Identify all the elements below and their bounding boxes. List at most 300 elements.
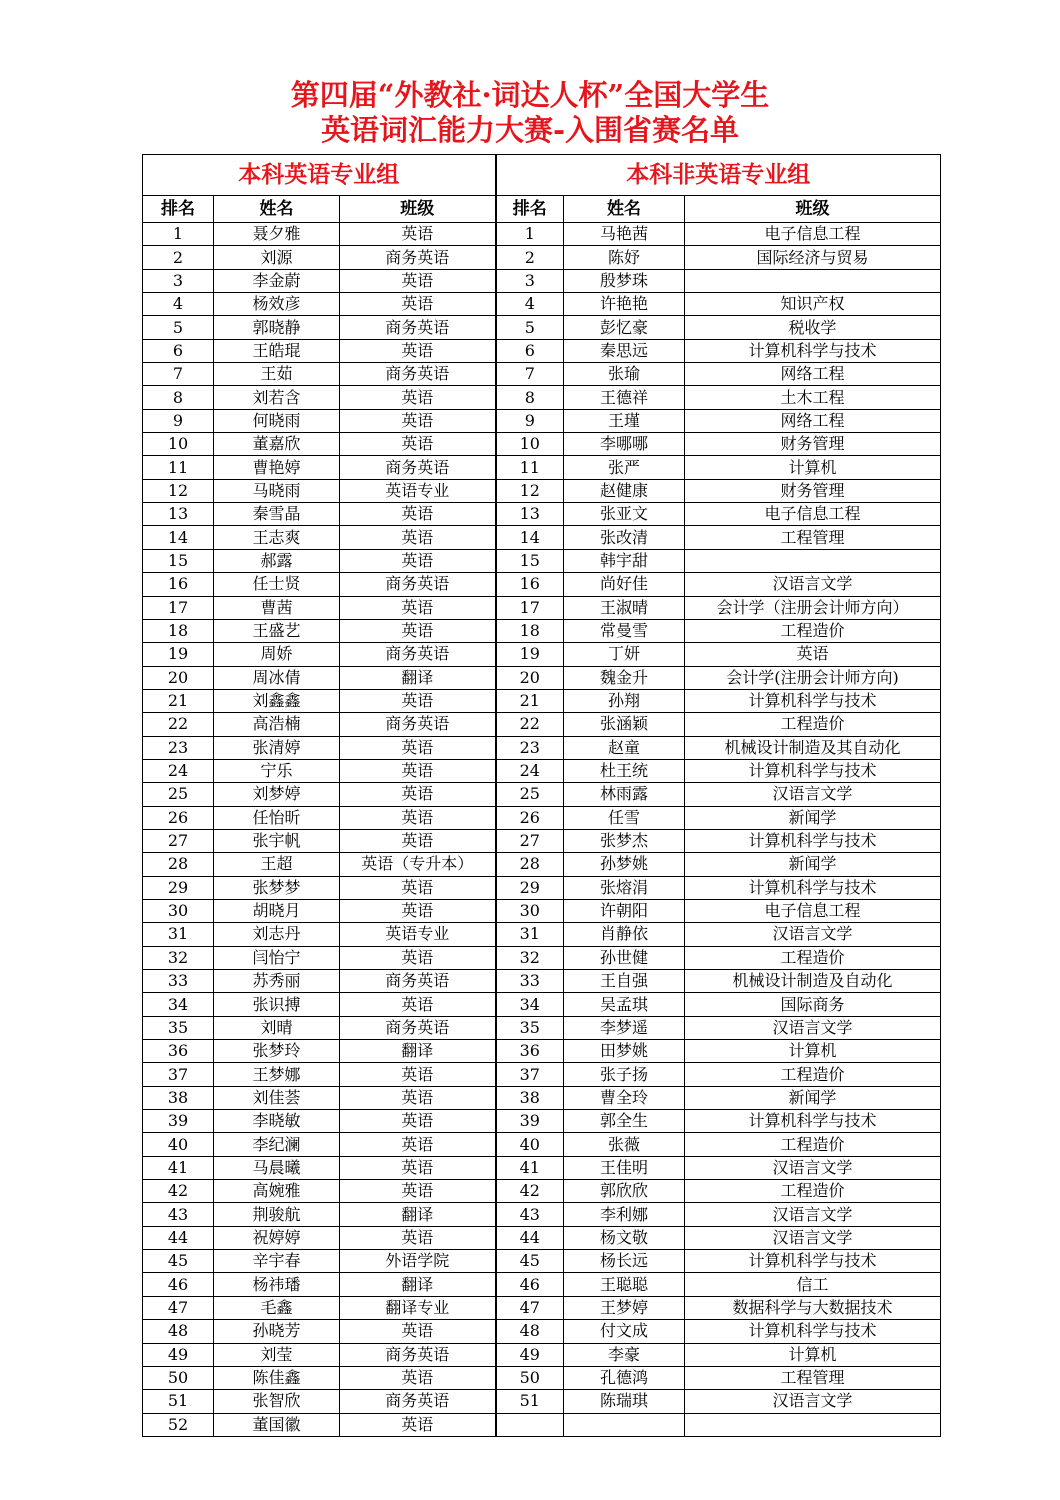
left-class-cell: 英语 xyxy=(340,736,496,759)
right-name-cell: 张涵颖 xyxy=(564,713,685,736)
left-rank-cell: 6 xyxy=(143,339,214,362)
right-rank-cell: 36 xyxy=(496,1040,564,1063)
table-row xyxy=(143,1016,941,1039)
right-class-cell: 新闻学 xyxy=(685,806,941,829)
left-rank-cell: 1 xyxy=(143,223,214,246)
left-class-cell: 英语 xyxy=(340,619,496,642)
table-row xyxy=(143,223,941,246)
right-class-cell: 汉语言文学 xyxy=(685,783,941,806)
left-rank-cell: 19 xyxy=(143,643,214,666)
table-row xyxy=(143,386,941,409)
left-class-cell: 商务英语 xyxy=(340,456,496,479)
left-rank-cell: 12 xyxy=(143,479,214,502)
right-rank-cell: 25 xyxy=(496,783,564,806)
left-class-cell: 商务英语 xyxy=(340,363,496,386)
left-name-cell: 刘鑫鑫 xyxy=(214,689,340,712)
table-row xyxy=(143,503,941,526)
left-name-cell: 张梦玲 xyxy=(214,1040,340,1063)
table-row xyxy=(143,1273,941,1296)
right-rank-cell: 48 xyxy=(496,1320,564,1343)
right-class-cell: 工程造价 xyxy=(685,619,941,642)
right-name-cell: 孙梦姚 xyxy=(564,853,685,876)
right-rank-cell: 17 xyxy=(496,596,564,619)
left-name-cell: 郝露 xyxy=(214,549,340,572)
table-row xyxy=(143,1390,941,1413)
left-name-cell: 李纪澜 xyxy=(214,1133,340,1156)
table-row xyxy=(143,246,941,269)
left-name-cell: 刘佳荟 xyxy=(214,1086,340,1109)
left-class-cell: 商务英语 xyxy=(340,246,496,269)
left-name-cell: 杨效彦 xyxy=(214,293,340,316)
right-name-cell: 杜王统 xyxy=(564,759,685,782)
right-name-cell: 张改清 xyxy=(564,526,685,549)
left-rank-cell: 37 xyxy=(143,1063,214,1086)
right-class-cell: 计算机科学与技术 xyxy=(685,689,941,712)
left-name-cell: 马晓雨 xyxy=(214,479,340,502)
right-name-cell: 张瑜 xyxy=(564,363,685,386)
left-class-cell: 英语 xyxy=(340,1320,496,1343)
right-class-cell: 工程造价 xyxy=(685,946,941,969)
right-rank-cell: 21 xyxy=(496,689,564,712)
table-row xyxy=(143,339,941,362)
right-name-cell: 张梦杰 xyxy=(564,829,685,852)
right-name-cell: 孙翔 xyxy=(564,689,685,712)
left-name-cell: 刘晴 xyxy=(214,1016,340,1039)
group-english-major: 本科英语专业组 xyxy=(143,155,496,196)
left-name-cell: 张清婷 xyxy=(214,736,340,759)
right-class-cell: 国际经济与贸易 xyxy=(685,246,941,269)
table-row xyxy=(143,643,941,666)
table-row xyxy=(143,409,941,432)
right-class-cell: 电子信息工程 xyxy=(685,899,941,922)
left-rank-cell: 8 xyxy=(143,386,214,409)
header-name: 姓名 xyxy=(214,196,340,223)
right-class-cell: 会计学(注册会计师方向) xyxy=(685,666,941,689)
right-name-cell: 马艳茜 xyxy=(564,223,685,246)
right-class-cell: 税收学 xyxy=(685,316,941,339)
right-name-cell: 李利娜 xyxy=(564,1203,685,1226)
right-name-cell: 张熔涓 xyxy=(564,876,685,899)
right-rank-cell: 40 xyxy=(496,1133,564,1156)
left-class-cell: 英语 xyxy=(340,829,496,852)
right-rank-cell: 42 xyxy=(496,1180,564,1203)
left-rank-cell: 17 xyxy=(143,596,214,619)
right-class-cell xyxy=(685,1413,941,1436)
left-class-cell: 英语 xyxy=(340,1180,496,1203)
table-row xyxy=(143,1296,941,1319)
left-class-cell: 英语 xyxy=(340,1110,496,1133)
left-class-cell: 英语 xyxy=(340,269,496,292)
left-name-cell: 祝婷婷 xyxy=(214,1226,340,1249)
right-rank-cell: 7 xyxy=(496,363,564,386)
left-rank-cell: 18 xyxy=(143,619,214,642)
left-name-cell: 李晓敏 xyxy=(214,1110,340,1133)
table-row xyxy=(143,970,941,993)
left-rank-cell: 49 xyxy=(143,1343,214,1366)
right-rank-cell: 14 xyxy=(496,526,564,549)
table-row xyxy=(143,456,941,479)
table-row xyxy=(143,759,941,782)
title-line-2: 英语词汇能力大赛-入围省赛名单 xyxy=(320,113,740,147)
left-name-cell: 陈佳鑫 xyxy=(214,1366,340,1389)
right-class-cell: 国际商务 xyxy=(685,993,941,1016)
right-rank-cell: 18 xyxy=(496,619,564,642)
table-row xyxy=(143,269,941,292)
table-row xyxy=(143,1040,941,1063)
left-name-cell: 张梦梦 xyxy=(214,876,340,899)
left-rank-cell: 7 xyxy=(143,363,214,386)
right-class-cell: 工程造价 xyxy=(685,713,941,736)
right-name-cell: 殷梦珠 xyxy=(564,269,685,292)
right-class-cell: 计算机科学与技术 xyxy=(685,759,941,782)
right-name-cell: 田梦姚 xyxy=(564,1040,685,1063)
left-rank-cell: 33 xyxy=(143,970,214,993)
left-rank-cell: 27 xyxy=(143,829,214,852)
table-row xyxy=(143,1133,941,1156)
left-name-cell: 聂夕雅 xyxy=(214,223,340,246)
table-row xyxy=(143,549,941,572)
left-name-cell: 王超 xyxy=(214,853,340,876)
right-class-cell: 工程造价 xyxy=(685,1180,941,1203)
right-name-cell: 林雨露 xyxy=(564,783,685,806)
right-rank-cell: 35 xyxy=(496,1016,564,1039)
right-name-cell: 赵童 xyxy=(564,736,685,759)
left-name-cell: 刘梦婷 xyxy=(214,783,340,806)
left-class-cell: 英语 xyxy=(340,223,496,246)
right-rank-cell: 46 xyxy=(496,1273,564,1296)
left-rank-cell: 13 xyxy=(143,503,214,526)
right-name-cell: 张严 xyxy=(564,456,685,479)
right-rank-cell xyxy=(496,1413,564,1436)
left-name-cell: 曹艳婷 xyxy=(214,456,340,479)
left-name-cell: 高婉雅 xyxy=(214,1180,340,1203)
right-name-cell: 郭欣欣 xyxy=(564,1180,685,1203)
left-rank-cell: 47 xyxy=(143,1296,214,1319)
right-rank-cell: 4 xyxy=(496,293,564,316)
right-class-cell: 工程管理 xyxy=(685,1366,941,1389)
right-class-cell: 电子信息工程 xyxy=(685,223,941,246)
right-name-cell: 王淑晴 xyxy=(564,596,685,619)
table-row xyxy=(143,363,941,386)
table-row xyxy=(143,993,941,1016)
table-row xyxy=(143,596,941,619)
left-rank-cell: 48 xyxy=(143,1320,214,1343)
right-rank-cell: 1 xyxy=(496,223,564,246)
right-rank-cell: 19 xyxy=(496,643,564,666)
left-name-cell: 周冰倩 xyxy=(214,666,340,689)
right-name-cell: 魏金升 xyxy=(564,666,685,689)
right-rank-cell: 47 xyxy=(496,1296,564,1319)
right-name-cell: 陈瑞琪 xyxy=(564,1390,685,1413)
right-name-cell: 丁妍 xyxy=(564,643,685,666)
left-rank-cell: 35 xyxy=(143,1016,214,1039)
header-class: 班级 xyxy=(340,196,496,223)
left-rank-cell: 3 xyxy=(143,269,214,292)
right-name-cell: 王梦婷 xyxy=(564,1296,685,1319)
right-rank-cell: 33 xyxy=(496,970,564,993)
table-row xyxy=(143,1250,941,1273)
table-row xyxy=(143,316,941,339)
left-rank-cell: 29 xyxy=(143,876,214,899)
left-class-cell: 英语 xyxy=(340,876,496,899)
left-name-cell: 胡晓月 xyxy=(214,899,340,922)
left-class-cell: 英语 xyxy=(340,1133,496,1156)
table-row xyxy=(143,946,941,969)
left-rank-cell: 24 xyxy=(143,759,214,782)
table-row xyxy=(143,1366,941,1389)
right-class-cell: 计算机 xyxy=(685,1040,941,1063)
right-class-cell: 工程造价 xyxy=(685,1133,941,1156)
right-name-cell: 王自强 xyxy=(564,970,685,993)
left-rank-cell: 36 xyxy=(143,1040,214,1063)
right-rank-cell: 13 xyxy=(496,503,564,526)
left-rank-cell: 32 xyxy=(143,946,214,969)
left-name-cell: 郭晓静 xyxy=(214,316,340,339)
right-class-cell: 新闻学 xyxy=(685,853,941,876)
right-rank-cell: 26 xyxy=(496,806,564,829)
right-class-cell: 财务管理 xyxy=(685,433,941,456)
left-class-cell: 商务英语 xyxy=(340,970,496,993)
left-name-cell: 刘莹 xyxy=(214,1343,340,1366)
left-rank-cell: 26 xyxy=(143,806,214,829)
left-class-cell: 英语 xyxy=(340,689,496,712)
right-rank-cell: 34 xyxy=(496,993,564,1016)
right-rank-cell: 38 xyxy=(496,1086,564,1109)
right-class-cell: 计算机科学与技术 xyxy=(685,1320,941,1343)
left-class-cell: 英语 xyxy=(340,899,496,922)
left-rank-cell: 2 xyxy=(143,246,214,269)
left-name-cell: 王志爽 xyxy=(214,526,340,549)
right-rank-cell: 39 xyxy=(496,1110,564,1133)
right-class-cell: 财务管理 xyxy=(685,479,941,502)
left-name-cell: 高浩楠 xyxy=(214,713,340,736)
left-class-cell: 翻译 xyxy=(340,1203,496,1226)
left-class-cell: 英语专业 xyxy=(340,479,496,502)
right-class-cell: 计算机科学与技术 xyxy=(685,829,941,852)
left-name-cell: 马晨曦 xyxy=(214,1156,340,1179)
table-row xyxy=(143,923,941,946)
left-rank-cell: 39 xyxy=(143,1110,214,1133)
right-rank-cell: 50 xyxy=(496,1366,564,1389)
right-class-cell: 电子信息工程 xyxy=(685,503,941,526)
left-class-cell: 英语 xyxy=(340,759,496,782)
right-name-cell: 尚好佳 xyxy=(564,573,685,596)
right-class-cell: 英语 xyxy=(685,643,941,666)
group-non-english-major: 本科非英语专业组 xyxy=(496,155,941,196)
left-name-cell: 董国徽 xyxy=(214,1413,340,1436)
left-name-cell: 毛鑫 xyxy=(214,1296,340,1319)
left-rank-cell: 20 xyxy=(143,666,214,689)
table-row xyxy=(143,293,941,316)
left-name-cell: 何晓雨 xyxy=(214,409,340,432)
right-class-cell: 计算机科学与技术 xyxy=(685,1110,941,1133)
left-rank-cell: 45 xyxy=(143,1250,214,1273)
left-rank-cell: 52 xyxy=(143,1413,214,1436)
left-name-cell: 王茹 xyxy=(214,363,340,386)
left-rank-cell: 46 xyxy=(143,1273,214,1296)
left-class-cell: 英语专业 xyxy=(340,923,496,946)
left-name-cell: 张识搏 xyxy=(214,993,340,1016)
left-rank-cell: 23 xyxy=(143,736,214,759)
right-class-cell: 汉语言文学 xyxy=(685,1156,941,1179)
right-name-cell: 赵健康 xyxy=(564,479,685,502)
table-row xyxy=(143,1413,941,1436)
right-rank-cell: 32 xyxy=(496,946,564,969)
right-class-cell: 计算机 xyxy=(685,456,941,479)
right-name-cell: 秦思远 xyxy=(564,339,685,362)
table-row xyxy=(143,573,941,596)
right-class-cell: 网络工程 xyxy=(685,363,941,386)
left-name-cell: 王盛艺 xyxy=(214,619,340,642)
right-rank-cell: 3 xyxy=(496,269,564,292)
right-class-cell: 土木工程 xyxy=(685,386,941,409)
left-name-cell: 刘若含 xyxy=(214,386,340,409)
right-rank-cell: 22 xyxy=(496,713,564,736)
right-rank-cell: 24 xyxy=(496,759,564,782)
right-name-cell: 杨长远 xyxy=(564,1250,685,1273)
right-class-cell: 工程造价 xyxy=(685,1063,941,1086)
right-class-cell: 汉语言文学 xyxy=(685,1226,941,1249)
right-rank-cell: 31 xyxy=(496,923,564,946)
left-class-cell: 英语 xyxy=(340,993,496,1016)
table-row xyxy=(143,899,941,922)
left-name-cell: 曹茜 xyxy=(214,596,340,619)
right-class-cell: 网络工程 xyxy=(685,409,941,432)
left-class-cell: 英语 xyxy=(340,1366,496,1389)
table-row xyxy=(143,1180,941,1203)
right-name-cell: 王聪聪 xyxy=(564,1273,685,1296)
right-rank-cell: 41 xyxy=(496,1156,564,1179)
right-rank-cell: 49 xyxy=(496,1343,564,1366)
right-class-cell: 新闻学 xyxy=(685,1086,941,1109)
left-name-cell: 王梦娜 xyxy=(214,1063,340,1086)
left-name-cell: 秦雪晶 xyxy=(214,503,340,526)
header-rank: 排名 xyxy=(143,196,214,223)
left-class-cell: 商务英语 xyxy=(340,1390,496,1413)
table-row xyxy=(143,666,941,689)
left-rank-cell: 34 xyxy=(143,993,214,1016)
right-class-cell: 汉语言文学 xyxy=(685,1203,941,1226)
header-name: 姓名 xyxy=(564,196,685,223)
left-class-cell: 英语 xyxy=(340,783,496,806)
table-row xyxy=(143,713,941,736)
table-row xyxy=(143,526,941,549)
right-rank-cell: 28 xyxy=(496,853,564,876)
left-class-cell: 英语 xyxy=(340,503,496,526)
left-rank-cell: 44 xyxy=(143,1226,214,1249)
left-rank-cell: 5 xyxy=(143,316,214,339)
table-row xyxy=(143,783,941,806)
left-rank-cell: 43 xyxy=(143,1203,214,1226)
right-rank-cell: 23 xyxy=(496,736,564,759)
right-rank-cell: 11 xyxy=(496,456,564,479)
table-row xyxy=(143,1063,941,1086)
table-row xyxy=(143,736,941,759)
left-rank-cell: 4 xyxy=(143,293,214,316)
left-rank-cell: 21 xyxy=(143,689,214,712)
right-rank-cell: 45 xyxy=(496,1250,564,1273)
table-row xyxy=(143,853,941,876)
right-name-cell: 许朝阳 xyxy=(564,899,685,922)
table-row xyxy=(143,1086,941,1109)
left-rank-cell: 28 xyxy=(143,853,214,876)
right-name-cell: 任雪 xyxy=(564,806,685,829)
right-rank-cell: 9 xyxy=(496,409,564,432)
left-name-cell: 刘志丹 xyxy=(214,923,340,946)
left-rank-cell: 9 xyxy=(143,409,214,432)
right-class-cell: 工程管理 xyxy=(685,526,941,549)
left-class-cell: 商务英语 xyxy=(340,1016,496,1039)
left-name-cell: 任怡昕 xyxy=(214,806,340,829)
right-rank-cell: 51 xyxy=(496,1390,564,1413)
left-name-cell: 孙晓芳 xyxy=(214,1320,340,1343)
right-class-cell: 汉语言文学 xyxy=(685,1390,941,1413)
left-name-cell: 张宇帆 xyxy=(214,829,340,852)
title-line-1: 第四届“外教社·词达人杯”全国大学生 xyxy=(290,78,770,112)
table-row xyxy=(143,1203,941,1226)
table-row xyxy=(143,479,941,502)
table-row xyxy=(143,829,941,852)
right-name-cell xyxy=(564,1413,685,1436)
left-name-cell: 周娇 xyxy=(214,643,340,666)
right-name-cell: 彭忆豪 xyxy=(564,316,685,339)
left-rank-cell: 51 xyxy=(143,1390,214,1413)
left-class-cell: 英语 xyxy=(340,549,496,572)
right-name-cell: 李梦遥 xyxy=(564,1016,685,1039)
left-class-cell: 英语 xyxy=(340,806,496,829)
right-rank-cell: 6 xyxy=(496,339,564,362)
right-name-cell: 张亚文 xyxy=(564,503,685,526)
right-rank-cell: 43 xyxy=(496,1203,564,1226)
left-rank-cell: 22 xyxy=(143,713,214,736)
right-class-cell: 知识产权 xyxy=(685,293,941,316)
right-name-cell: 杨文敬 xyxy=(564,1226,685,1249)
left-rank-cell: 38 xyxy=(143,1086,214,1109)
right-rank-cell: 2 xyxy=(496,246,564,269)
right-name-cell: 张子扬 xyxy=(564,1063,685,1086)
left-class-cell: 商务英语 xyxy=(340,573,496,596)
right-name-cell: 许艳艳 xyxy=(564,293,685,316)
left-name-cell: 张智欣 xyxy=(214,1390,340,1413)
left-name-cell: 王皓琨 xyxy=(214,339,340,362)
right-name-cell: 王德祥 xyxy=(564,386,685,409)
right-rank-cell: 27 xyxy=(496,829,564,852)
left-class-cell: 商务英语 xyxy=(340,643,496,666)
right-name-cell: 孙世健 xyxy=(564,946,685,969)
left-name-cell: 苏秀丽 xyxy=(214,970,340,993)
left-class-cell: 翻译 xyxy=(340,1040,496,1063)
right-rank-cell: 29 xyxy=(496,876,564,899)
left-name-cell: 刘源 xyxy=(214,246,340,269)
header-class: 班级 xyxy=(685,196,941,223)
left-class-cell: 英语 xyxy=(340,339,496,362)
left-rank-cell: 31 xyxy=(143,923,214,946)
right-rank-cell: 5 xyxy=(496,316,564,339)
left-class-cell: 外语学院 xyxy=(340,1250,496,1273)
left-rank-cell: 11 xyxy=(143,456,214,479)
left-rank-cell: 50 xyxy=(143,1366,214,1389)
table-row xyxy=(143,806,941,829)
left-class-cell: 商务英语 xyxy=(340,1343,496,1366)
left-class-cell: 英语 xyxy=(340,1063,496,1086)
left-rank-cell: 10 xyxy=(143,433,214,456)
right-rank-cell: 8 xyxy=(496,386,564,409)
table-row xyxy=(143,619,941,642)
left-class-cell: 商务英语 xyxy=(340,713,496,736)
left-class-cell: 英语 xyxy=(340,526,496,549)
left-class-cell: 英语 xyxy=(340,293,496,316)
left-rank-cell: 25 xyxy=(143,783,214,806)
